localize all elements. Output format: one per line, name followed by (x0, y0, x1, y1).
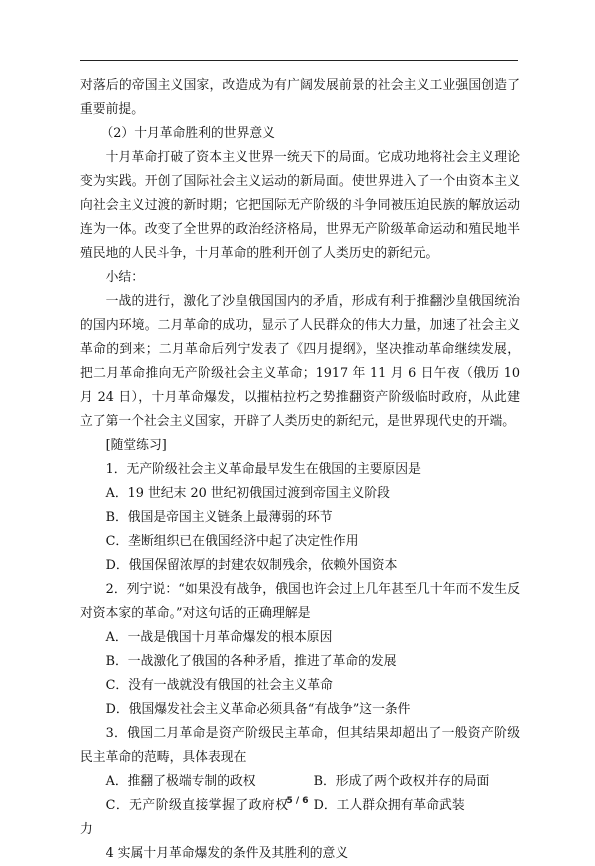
option: B．俄国是帝国主义链条上最薄弱的环节 (105, 510, 333, 525)
page-number: 5 / 6 (286, 796, 309, 806)
paragraph: 对落后的帝国主义国家，改造成为有广阔发展前景的社会主义工业强国创造了重要前提。 (80, 78, 520, 117)
paragraph: 一战的进行，激化了沙皇俄国国内的矛盾，形成有利于推翻沙皇俄国统治的国内环境。二月革命的成功，显示了人民群众的伟大力量，加速了社会主义革命的到来；二月革命后列宁发表了《四月提纲》，坚决推动革命继续发展，把二月革命推向无产阶级社会主义革命；1917 年 11 月 6 日午夜（俄历 10 月 24 日），十月革命爆发，以摧枯拉朽之势推翻资产阶级临时政府，从此建立了第一个社会主义国家，开辟了人类历史的新纪元，是世界现代史的开端。 (80, 294, 520, 429)
paragraph: 4 实属十月革命爆发的条件及其胜利的意义 (105, 846, 349, 861)
option: A．推翻了极端专制的政权 (105, 774, 256, 789)
header-rule (80, 60, 518, 61)
option: C．没有一战就没有俄国的社会主义革命 (105, 678, 333, 693)
option: C．垄断组织已在俄国经济中起了决定性作用 (105, 534, 359, 549)
question: 1．无产阶级社会主义革命最早发生在俄国的主要原因是 (105, 462, 421, 477)
option: D．工人群众拥有革命武装 (313, 798, 465, 813)
paragraph: 十月革命打破了资本主义世界一统天下的局面。它成功地将社会主义理论变为实践。开创了国际社会主义运动的新局面。使世界进入了一个由资本主义向社会主义过渡的新时期；它把国际无产阶级的斗争同被压迫民族的解放运动连为一体。改变了全世界的政治经济格局，世界无产阶级革命运动和殖民地半殖民地的人民斗争，十月革命的胜利开创了人类历史的新纪元。 (80, 150, 520, 261)
option-row (80, 770, 520, 794)
option: D．俄国保留浓厚的封建农奴制残余，依赖外国资本 (105, 558, 398, 573)
option: C．无产阶级直接掌握了政府权力 (80, 798, 288, 837)
document-body (80, 74, 520, 866)
exercise-heading: [随堂练习] (105, 438, 167, 453)
question: 2．列宁说：“如果没有战争，俄国也许会过上几年甚至几十年而不发生反对资本家的革命。”对这句话的正确理解是 (80, 582, 520, 621)
option: B．形成了两个政权并存的局面 (313, 774, 490, 789)
option: B．一战激化了俄国的各种矛盾，推进了革命的发展 (105, 654, 397, 669)
option: A．一战是俄国十月革命爆发的根本原因 (105, 630, 333, 645)
option: A．19 世纪末 20 世纪初俄国过渡到帝国主义阶段 (105, 486, 390, 501)
option: D．俄国爆发社会主义革命必须具备“有战争”这一条件 (105, 702, 411, 717)
question: 3．俄国二月革命是资产阶级民主革命，但其结果却超出了一般资产阶级民主革命的范畴，具体表现在 (80, 726, 520, 765)
section-heading: （2）十月革命胜利的世界意义 (100, 126, 275, 141)
summary-label: 小结： (105, 270, 144, 285)
